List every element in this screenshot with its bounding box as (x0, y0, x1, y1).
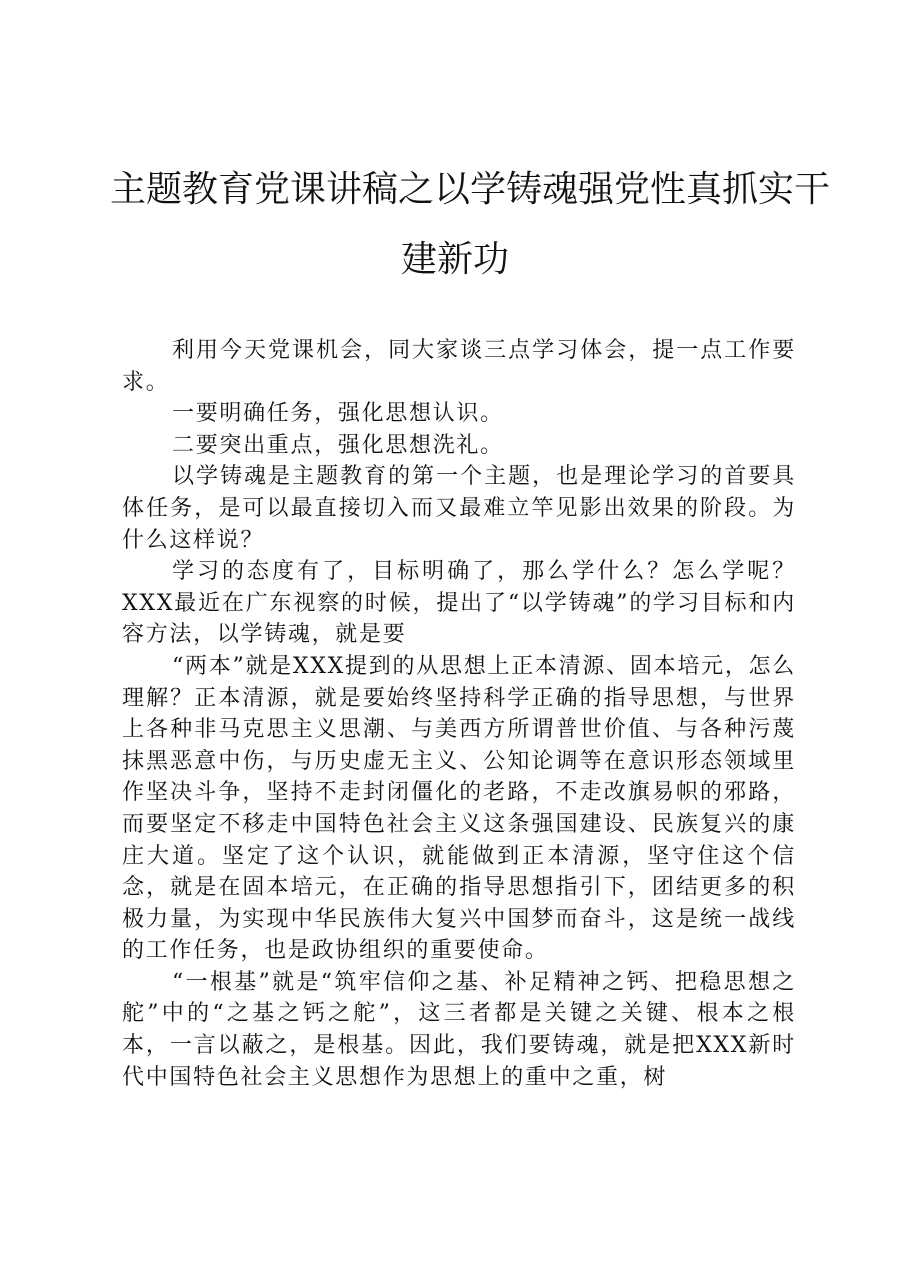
paragraph-study: 学习的态度有了，目标明确了，那么学什么？怎么学呢？XXX最近在广东视察的时候，提出了“以学铸魂”的学习目标和内容方法，以学铸魂，就是要 (122, 559, 796, 648)
paragraph-two-roots: “两本”就是XXX提到的从思想上正本清源、固本培元，怎么理解？正本清源，就是要始终坚持科学正确的指导思想，与世界上各种非马克思主义思潮、与美西方所谓普世价值、与各种污蔑抹黑恶意中伤，与历史虚无主义、公知论调等在意识形态领域里作坚决斗争，坚持不走封闭僵化的老路，不走改旗易帜的邪路，而要坚定不移走中国特色社会主义这条强国建设、民族复兴的康庄大道。坚定了这个认识，就能做到正本清源，坚守住这个信念，就是在固本培元，在正确的指导思想指引下，团结更多的积极力量，为实现中华民族伟大复兴中国梦而奋斗，这是统一战线的工作任务，也是政协组织的重要使命。 (122, 653, 796, 964)
title-line-2: 建新功 (400, 239, 509, 280)
paragraph-one-foundation: “一根基”就是“筑牢信仰之基、补足精神之钙、把稳思想之舵”中的“之基之钙之舵”，这三者都是关键之关键、根本之根本，一言以蔽之，是根基。因此，我们要铸魂，就是把XXX新时代中国特色社会主义思想作为思想上的重中之重，树 (122, 969, 796, 1090)
document-title (110, 155, 831, 295)
paragraph-point-2: 二要突出重点，强化思想洗礼。 (172, 432, 504, 458)
paragraph-intro: 利用今天党课机会，同大家谈三点学习体会，提一点工作要求。 (122, 338, 796, 395)
document-body (122, 335, 796, 1093)
paragraph-point-1: 一要明确任务，强化思想认识。 (172, 401, 504, 427)
paragraph-theme: 以学铸魂是主题教育的第一个主题，也是理论学习的首要具体任务，是可以最直接切入而又最难立竿见影出效果的阶段。为什么这样说？ (122, 464, 796, 553)
title-line-1: 主题教育党课讲稿之以学铸魂强党性真抓实干 (110, 169, 831, 210)
